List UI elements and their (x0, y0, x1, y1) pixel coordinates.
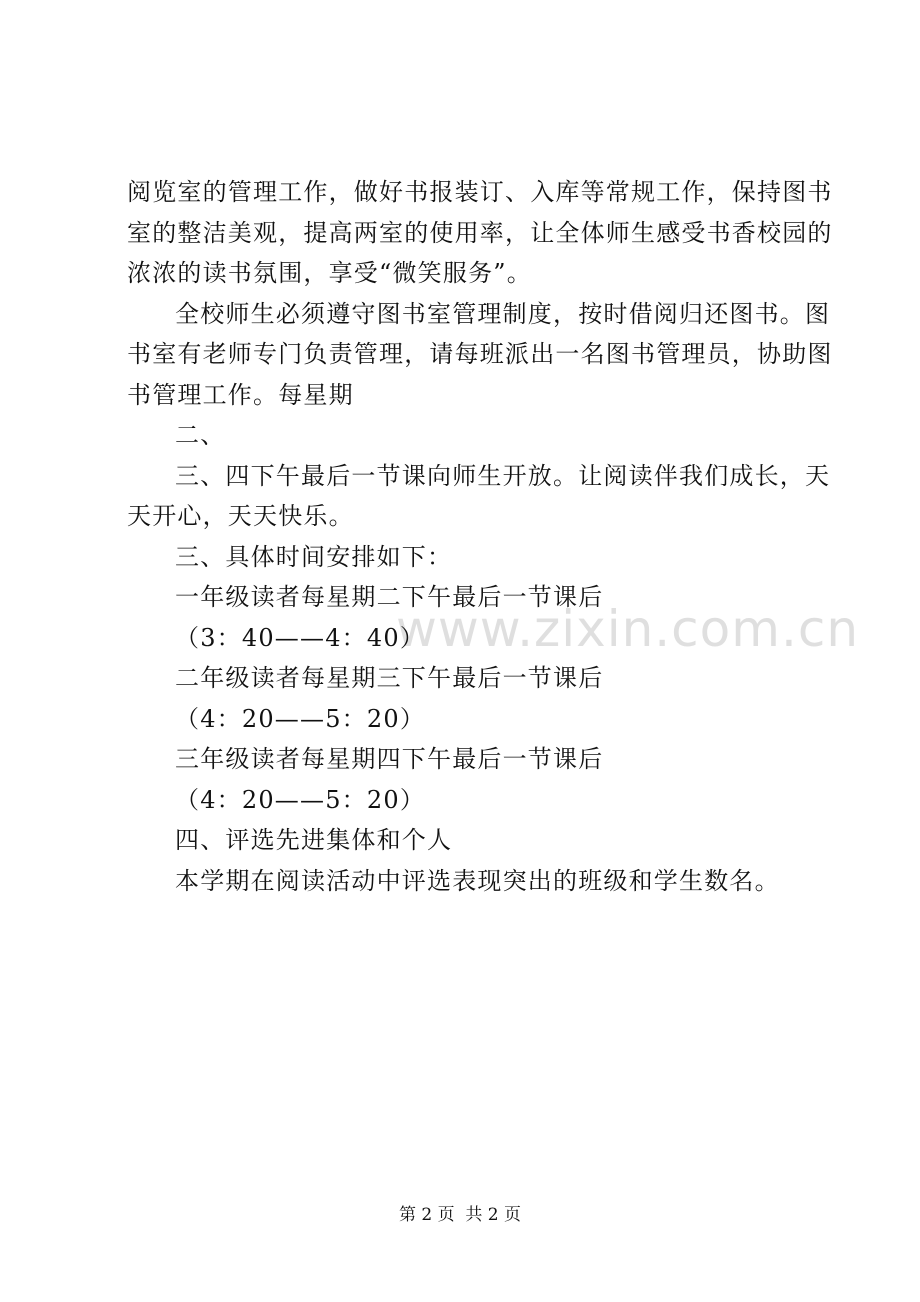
document-body (127, 172, 833, 901)
paragraph-line: 三、四下午最后一节课向师生开放。让阅读伴我们成长，天 (175, 461, 831, 490)
schedule-grade: 三年级读者每星期四下午最后一节课后 (175, 745, 604, 773)
paragraph-line: 室的整洁美观，提高两室的使用率，让全体师生感受书香校园的 (127, 218, 833, 247)
schedule-time: （4：20——5：20） (175, 785, 426, 814)
paragraph-line: 全校师生必须遵守图书室管理制度，按时借阅归还图书。图 (175, 299, 831, 328)
watermark: www.zixin.com.cn (396, 600, 860, 658)
page-footer: 第 2 页 共 2 页 (398, 1205, 522, 1225)
paragraph-line: 天开心，天天快乐。 (127, 502, 354, 530)
schedule-grade: 二年级读者每星期三下午最后一节课后 (175, 664, 604, 692)
paragraph-line: 阅览室的管理工作，做好书报装订、入库等常规工作，保持图书 (127, 178, 833, 206)
list-item-heading: 二、 (175, 421, 226, 449)
section-heading: 四、评选先进集体和个人 (175, 826, 453, 854)
paragraph-line: 浓浓的读书氛围，享受“微笑服务”。 (127, 259, 532, 287)
schedule-grade: 一年级读者每星期二下午最后一节课后 (175, 583, 604, 611)
schedule-time: （3：40——4：40） (175, 623, 426, 652)
paragraph-line: 本学期在阅读活动中评选表现突出的班级和学生数名。 (175, 866, 780, 895)
schedule-time: （4：20——5：20） (175, 704, 426, 733)
paragraph-line: 书管理工作。每星期 (127, 380, 354, 409)
section-heading: 三、具体时间安排如下： (175, 542, 453, 571)
paragraph-line: 书室有老师专门负责管理，请每班派出一名图书管理员，协助图 (127, 340, 833, 368)
